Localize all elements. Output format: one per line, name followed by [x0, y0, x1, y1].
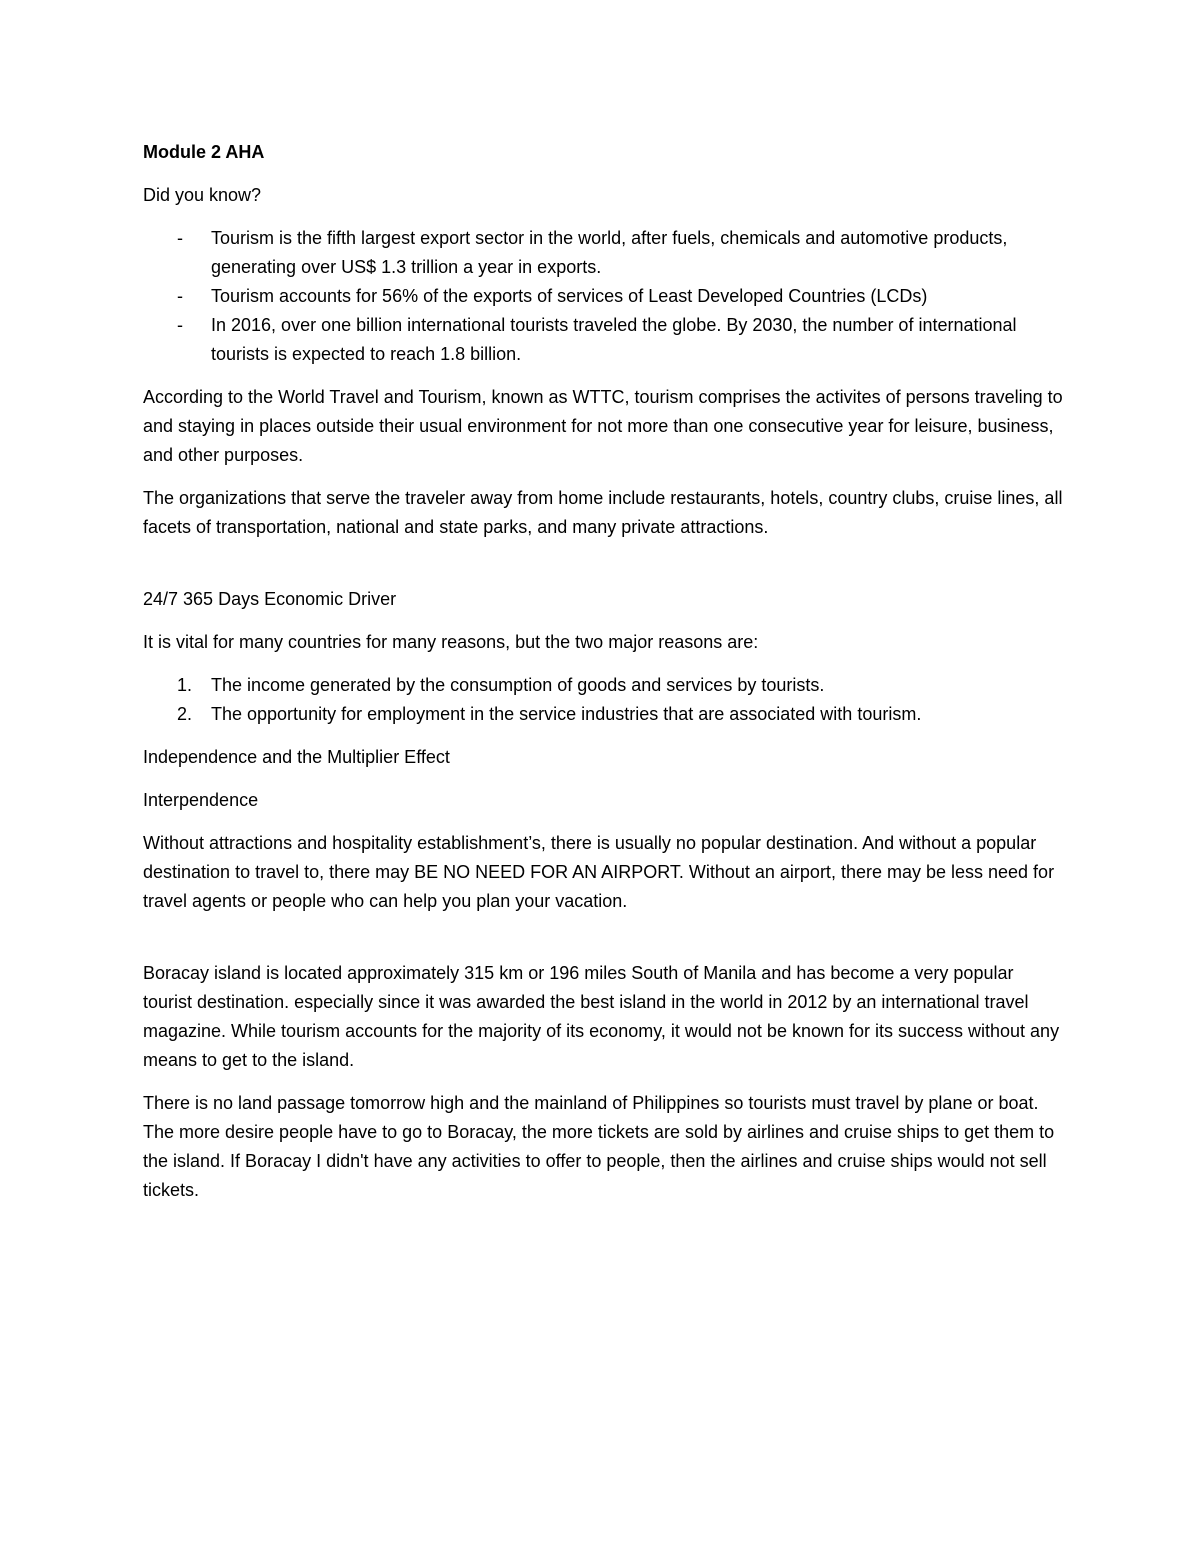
- subheading-interdependence: Interpendence: [143, 790, 259, 810]
- reasons-intro: It is vital for many countries for many reasons, but the two major reasons are:: [143, 632, 759, 652]
- definition-paragraph: According to the World Travel and Tourism, known as WTTC, tourism comprises the activites of persons traveling to and staying in places outside their usual environment for not more than one consecutive year for leisure, business, and other purposes.: [143, 387, 1063, 465]
- list-item: [143, 311, 1063, 369]
- list-marker: -: [177, 315, 183, 335]
- list-item-text: Tourism is the fifth largest export sector in the world, after fuels, chemicals and automotive products, generating over US$ 1.3 trillion a year in exports.: [211, 228, 1008, 277]
- list-item-text: In 2016, over one billion international tourists traveled the globe. By 2030, the number of international tourists is expected to reach 1.8 billion.: [211, 315, 1017, 364]
- list-item-text: The income generated by the consumption of goods and services by tourists.: [211, 675, 825, 695]
- list-marker: 1.: [177, 675, 193, 695]
- list-marker: -: [177, 228, 183, 248]
- list-item: [143, 282, 1063, 311]
- boracay-paragraph-1: Boracay island is located approximately 315 km or 196 miles South of Manila and has become a very popular tourist destination. especially since it was awarded the best island in the world in 2012 by an international travel magazine. While tourism accounts for the majority of its economy, it would not be known for its success without any means to get to the island.: [143, 963, 1060, 1070]
- list-item-text: The opportunity for employment in the service industries that are associated with tourism.: [211, 704, 922, 724]
- list-item: [143, 224, 1063, 282]
- section-heading: 24/7 365 Days Economic Driver: [143, 589, 397, 609]
- list-item: [143, 700, 1063, 729]
- list-item: [143, 671, 1063, 700]
- blank-line: [143, 930, 1063, 959]
- intro-line: Did you know?: [143, 185, 262, 205]
- organizations-paragraph: The organizations that serve the traveler away from home include restaurants, hotels, country clubs, cruise lines, all facets of transportation, national and state parks, and many private attractions.: [143, 488, 1063, 537]
- facts-list: [143, 224, 1063, 369]
- interdependence-paragraph: Without attractions and hospitality establishment’s, there is usually no popular destination. And without a popular destination to travel to, there may BE NO NEED FOR AN AIRPORT. Without an airport, there may be less need for travel agents or people who can help you plan your vacation.: [143, 833, 1055, 911]
- subheading-multiplier: Independence and the Multiplier Effect: [143, 747, 450, 767]
- blank-line: [143, 556, 1063, 585]
- reasons-list: [143, 671, 1063, 729]
- document-body: [143, 138, 1063, 1219]
- list-marker: 2.: [177, 704, 193, 724]
- document-title: Module 2 AHA: [143, 142, 265, 162]
- list-marker: -: [177, 286, 183, 306]
- list-item-text: Tourism accounts for 56% of the exports of services of Least Developed Countries (LCDs): [211, 286, 928, 306]
- boracay-paragraph-2: There is no land passage tomorrow high and the mainland of Philippines so tourists must travel by plane or boat. The more desire people have to go to Boracay, the more tickets are sold by airlines and cruise ships to get them to the island. If Boracay I didn't have any activities to offer to people, then the airlines and cruise ships would not sell tickets.: [143, 1093, 1055, 1200]
